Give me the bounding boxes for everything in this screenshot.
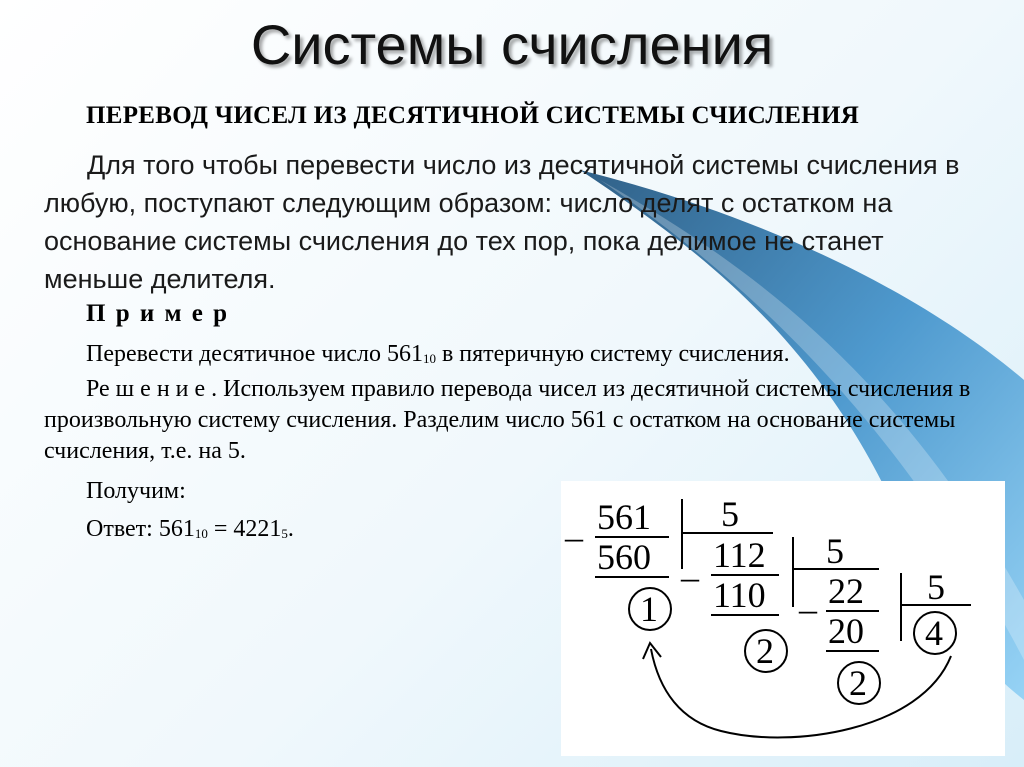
quotient-112: 112: [713, 535, 766, 575]
answer-value: = 4221: [207, 516, 282, 542]
answer-prefix: Ответ: 561: [86, 516, 195, 542]
remainder-1: 1: [640, 589, 658, 629]
minus-sign: –: [681, 557, 699, 597]
result-label: Получим:: [86, 478, 186, 504]
task-suffix: в пятеричную систему счисления.: [435, 341, 790, 367]
divisor-5-a: 5: [721, 494, 739, 534]
divisor-5-c: 5: [927, 567, 945, 607]
task-prefix: Перевести десятичное число 561: [86, 341, 423, 367]
solution-text: Ре ш е н и е . Используем правило перевода чисел из десятичной системы счисления в произвольную систему счисления. Разделим число 561 с остатком на основание системы счисления, т.е. на 5.: [44, 376, 971, 464]
dividend-561: 561: [597, 497, 651, 537]
quotient-22: 22: [828, 571, 864, 611]
answer-base-10: 10: [194, 526, 208, 541]
product-560: 560: [597, 537, 651, 577]
task-text: [86, 339, 790, 374]
section-heading: ПЕРЕВОД ЧИСЕЛ ИЗ ДЕСЯТИЧНОЙ СИСТЕМЫ СЧИСЛЕНИЯ: [86, 102, 860, 129]
example-label: П р и м е р: [86, 300, 230, 327]
task-base: 10: [422, 351, 436, 366]
answer-base-5: 5: [281, 526, 288, 541]
remainder-2-b: 2: [849, 663, 867, 703]
answer-text: [86, 514, 294, 549]
remainder-2-a: 2: [756, 631, 774, 671]
answer-end: .: [287, 516, 294, 542]
minus-sign: –: [799, 589, 817, 629]
intro-text: Для того чтобы перевести число из десятичной системы счисления в любую, поступают следующим образом: число делят с остатком на основание системы счисления до тех пор, пока делимое не станет меньше делителя.: [44, 150, 960, 294]
divisor-5-b: 5: [826, 531, 844, 571]
solution-paragraph: [44, 374, 1004, 467]
minus-sign: –: [565, 517, 583, 557]
product-110: 110: [713, 575, 766, 615]
final-quotient-4: 4: [925, 613, 943, 653]
product-20: 20: [828, 611, 864, 651]
slide-title: Системы счисления: [250, 13, 774, 76]
long-division-diagram: [561, 481, 1005, 756]
intro-paragraph: [44, 146, 974, 298]
